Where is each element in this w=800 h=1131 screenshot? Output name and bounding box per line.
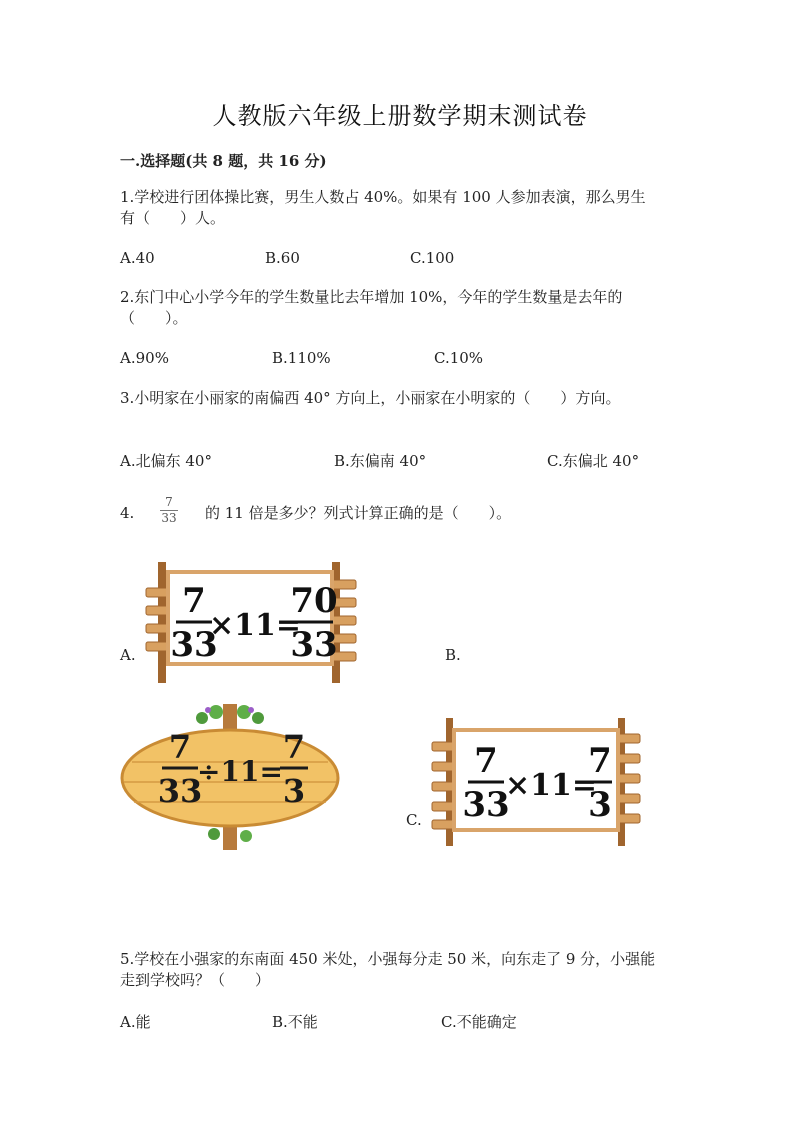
page-title: 人教版六年级上册数学期末测试卷 — [212, 102, 588, 130]
q5-option-b: B.不能 — [272, 1013, 318, 1031]
q3-option-a: A.北偏东 40° — [120, 452, 212, 470]
section-heading: 一.选择题(共 8 题，共 16 分) — [120, 152, 327, 170]
question-2-line-1: 2.东门中心小学今年的学生数量比去年增加 10%，今年的学生数量是去年的 — [120, 288, 623, 306]
q5-option-c: C.不能确定 — [441, 1013, 517, 1031]
q4-option-c-label: C. — [406, 811, 422, 829]
q2-option-a: A.90% — [120, 349, 169, 367]
sign-board-b — [118, 700, 343, 852]
sign-c-denominator-1: 33 — [462, 785, 510, 825]
sign-a-numerator-1: 7 — [182, 581, 206, 621]
sign-b-operator: ÷11= — [197, 755, 283, 788]
sign-a-numerator-2: 70 — [290, 581, 338, 621]
sign-c-denominator-2: 3 — [588, 785, 612, 825]
sign-board-a — [142, 560, 362, 685]
q1-option-c: C.100 — [410, 249, 455, 267]
sign-a-denominator-1: 33 — [170, 625, 218, 665]
sign-b-numerator-2: 7 — [282, 728, 306, 766]
question-4-fraction — [160, 496, 178, 525]
q2-option-b: B.110% — [272, 349, 331, 367]
question-5-line-2: 走到学校吗？（ ） — [120, 971, 271, 989]
sign-a-denominator-2: 33 — [290, 625, 338, 665]
q5-option-a: A.能 — [120, 1013, 151, 1031]
sign-a-operator: ×11= — [208, 608, 302, 643]
sign-board-c — [428, 716, 643, 848]
question-4-text: 的 11 倍是多少？列式计算正确的是（ ）。 — [205, 504, 512, 522]
sign-post-left — [158, 562, 166, 683]
sign-b-numerator-1: 7 — [168, 728, 192, 766]
q1-option-b: B.60 — [265, 249, 300, 267]
question-2-line-2: （ ）。 — [120, 309, 188, 327]
q2-option-c: C.10% — [434, 349, 484, 367]
sign-c-numerator-2: 7 — [588, 741, 612, 781]
sign-c-operator: ×11= — [504, 768, 598, 803]
fraction-numerator: 7 — [165, 495, 173, 509]
question-1-line-1: 1.学校进行团体操比赛，男生人数占 40%。如果有 100 人参加表演，那么男生 — [120, 188, 646, 206]
q1-option-a: A.40 — [120, 249, 155, 267]
question-3-line-1: 3.小明家在小丽家的南偏西 40° 方向上，小丽家在小明家的（ ）方向。 — [120, 389, 621, 407]
sign-b-denominator-2: 3 — [282, 772, 306, 810]
fraction-denominator: 33 — [161, 511, 177, 525]
q4-option-b-label: B. — [445, 646, 461, 664]
question-5-line-1: 5.学校在小强家的东南面 450 米处，小强每分走 50 米，向东走了 9 分，小强能 — [120, 950, 656, 968]
sign-b-denominator-1: 33 — [157, 772, 203, 810]
question-1-line-2: 有（ ）人。 — [120, 209, 226, 227]
q3-option-b: B.东偏南 40° — [334, 452, 427, 470]
sign-c-numerator-1: 7 — [474, 741, 498, 781]
question-4-number: 4. — [120, 504, 135, 522]
q4-option-a-label: A. — [120, 646, 136, 664]
q3-option-c: C.东偏北 40° — [547, 452, 640, 470]
